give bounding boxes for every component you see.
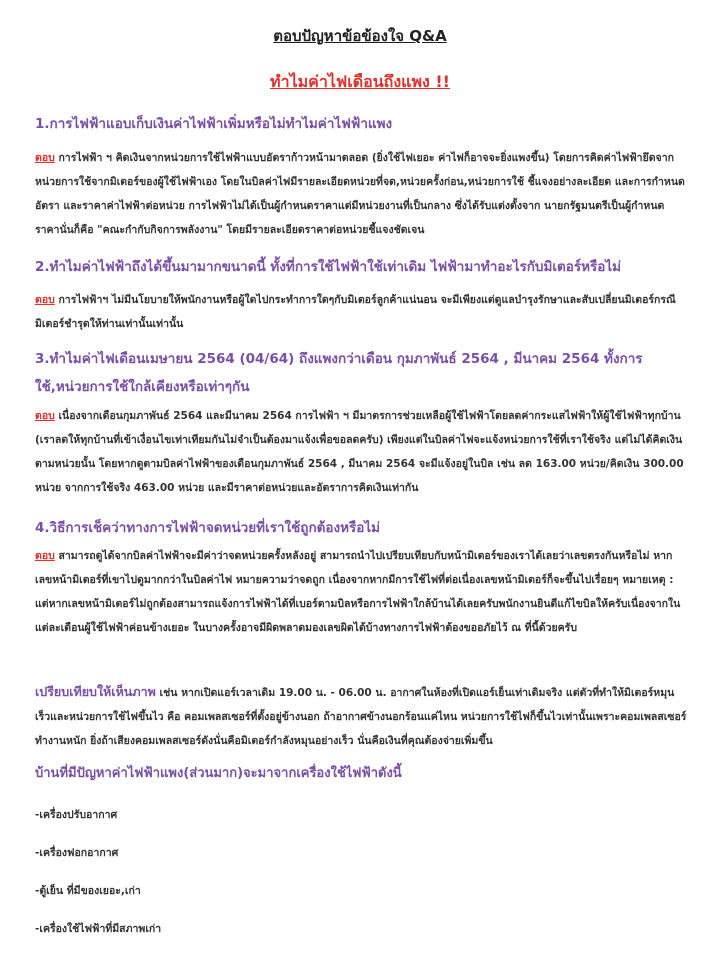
- question-4: 4.วิธีการเช็คว่าทางการไฟฟ้าจดหน่วยที่เราใช้ถูกต้องหรือไม่: [35, 520, 381, 536]
- appliance-heading: บ้านที่มีปัญหาค่าไฟฟ้าแพง(ส่วนมาก)จะมาจากเครื่องใช้ไฟฟ้าดังนี้: [35, 766, 402, 781]
- answer-4: [35, 544, 687, 640]
- answer-label: ตอบ: [35, 410, 55, 422]
- answer-3-text: เนื่องจากเดือนกุมภาพันธ์ 2564 และมีนาคม 2564 การไฟฟ้า ฯ มีมาตรการช่วยเหลือผู้ใช้ไฟฟ้าโดยลดค่ากระแสไฟฟ้าให้ผู้ใช้ไฟฟ้าทุกบ้าน (เราลดให้ทุกบ้านที่เข้าเงื่อนไขเท่าเทียมกันไม่จำเป็นต้องมาแจ้งเพื่อขอลดครับ) เพียงแต่ในบิลค่าไฟจะแจ้งหน่วยการใช้ที่เราใช้จริง แต่ไม่ได้คิดเงินตามหน่วยนั้น โดยหากดูตามบิลค่าไฟฟ้าของเดือนกุมภาพันธ์ 2564 , มีนาคม 2564 จะมีแจ้งอยู่ในบิล เช่น ลด 163.00 หน่วย/คิดเงิน 300.00 หน่วย จากการใช้จริง 463.00 หน่วย และมีราคาต่อหน่วยและอัตราการคิดเงินเท่ากัน: [35, 410, 684, 494]
- comparison-paragraph: [35, 680, 687, 753]
- list-item: -ตู้เย็น ที่มีของเยอะ,เก่า: [35, 885, 141, 897]
- list-item: -เครื่องฟอกอากาศ: [35, 847, 119, 859]
- question-2: 2.ทำไมค่าไฟฟ้าถึงได้ขึ้นมามากขนาดนี้ ทั้งที่การใช้ไฟฟ้าใช้เท่าเดิม ไฟฟ้ามาทำอะไรกับมิเตอร์หรือไม่: [35, 259, 622, 275]
- list-item: -เครื่องใช้ไฟฟ้าที่มีสภาพเก่า: [35, 923, 162, 935]
- answer-1-text: การไฟฟ้า ฯ คิดเงินจากหน่วยการใช้ไฟฟ้าแบบอัตราก้าวหน้ามาตลอด (ยิ่งใช้ไฟเยอะ ค่าไฟก็อาจจะยิ่งแพงขึ้น) โดยการคิดค่าไฟฟ้ายึดจากหน่วยการใช้จากมิเตอร์ของผู้ใช้ไฟฟ้าเอง โดยในบิลค่าไฟมีรายละเอียดหน่วยที่จด,หน่วยครั้งก่อน,หน่วยการใช้ ชี้แจงอย่างละเอียด และการกำหนดอัตรา และราคาค่าไฟฟ้าต่อหน่วย การไฟฟ้าไม่ได้เป็นผู้กำหนดราคาแต่มีหน่วยงานที่เป็นกลาง ซึ่งได้รับแต่งตั้งจาก นายกรัฐมนตรีเป็นผู้กำหนดราคานั่นก็คือ "คณะกำกับกิจการพลังงาน" โดยมีรายละเอียดราคาต่อหน่วยชี้แจงชัดเจน: [35, 152, 685, 236]
- answer-label: ตอบ: [35, 294, 55, 306]
- answer-1: [35, 146, 687, 242]
- question-1: 1.การไฟฟ้าแอบเก็บเงินค่าไฟฟ้าเพิ่มหรือไม่ทำไมค่าไฟฟ้าแพง: [35, 116, 393, 132]
- answer-2-text: การไฟฟ้าฯ ไม่มีนโยบายให้พนักงานหรือผู้ใดไปกระทำการใดๆกับมิเตอร์ลูกค้าแน่นอน จะมีเพียงแต่ดูแลบำรุงรักษาและสับเปลี่ยนมิเตอร์กรณีมิเตอร์ชำรุดให้ท่านเท่านั้นเท่านั้น: [35, 294, 676, 330]
- list-item: -เครื่องปรับอากาศ: [35, 809, 118, 821]
- question-3: 3.ทำไมค่าไฟเดือนเมษายน 2564 (04/64) ถึงแพงกว่าเดือน กุมภาพันธ์ 2564 , มีนาคม 2564 ทั้งการใช้,หน่วยการใช้ใกล้เคียงหรือเท่าๆกัน: [35, 351, 643, 395]
- document-title: ตอบปัญหาข้อข้องใจ Q&A: [273, 27, 447, 45]
- answer-label: ตอบ: [35, 152, 55, 164]
- answer-2: [35, 288, 687, 336]
- appliance-list: [35, 805, 161, 957]
- document-subtitle: ทำไมค่าไฟเดือนถึงแพง !!: [270, 72, 450, 91]
- comparison-label: เปรียบเทียบให้เห็นภาพ: [35, 684, 156, 699]
- comparison-text: เช่น หากเปิดแอร์เวลาเดิม 19.00 น. - 06.00 น. อากาศในห้องที่เปิดแอร์เย็นเท่าเดิมจริง แต่ตัวที่ทำให้มิเตอร์หมุนเร็วและหน่วยการใช้ไฟขึ้นไว คือ คอมเพลสเซอร์ที่ตั้งอยู่ข้างนอก ถ้าอากาศข้างนอกร้อนแค่ไหน หน่วยการใช้ไฟก็ขึ้นไวเท่านั้นเพราะคอมเพลสเซอร์ทำงานหนัก ยิ่งถ้าเสียงคอมเพลสเซอร์ดังนั่นคือมิเตอร์กำลังหมุนอย่างเร็ว นั่นคือเงินที่คุณต้องจ่ายเพิ่มขึ้น: [35, 687, 687, 747]
- answer-label: ตอบ: [35, 550, 55, 562]
- answer-3: [35, 404, 687, 500]
- answer-4-text: สามารถดูได้จากบิลค่าไฟฟ้าจะมีค่าว่าจดหน่วยครั้งหลังอยู่ สามารถนำไปเปรียบเทียบกับหน้ามิเตอร์ของเราได้เลยว่าเลขตรงกันหรือไม่ หากเลขหน้ามิเตอร์ที่เขาไปดูมากกว่าในบิลค่าไฟ หมายความว่าจดถูก เนื่องจากหากมีการใช้ไฟที่ต่อเนื่องเลขหน้ามิเตอร์ก็จะขึ้นไปเรื่อยๆ หมายเหตุ : แต่หากเลขหน้ามิเตอร์ไม่ถูกต้องสามารถแจ้งการไฟฟ้าได้ที่เบอร์ตามบิลหรือการไฟฟ้าใกล้บ้านได้เลยครับพนักงานยินดีแก้ไขบิลให้ครับเนื่องจากในแต่ละเดือนผู้ใช้ไฟฟ้าค่อนข้างเยอะ ในบางครั้งอาจมีผิดพลาดมองเลขผิดได้บ้างทางการไฟฟ้าต้องขออภัยไว้ ณ ที่นี้ด้วยครับ: [35, 550, 681, 634]
